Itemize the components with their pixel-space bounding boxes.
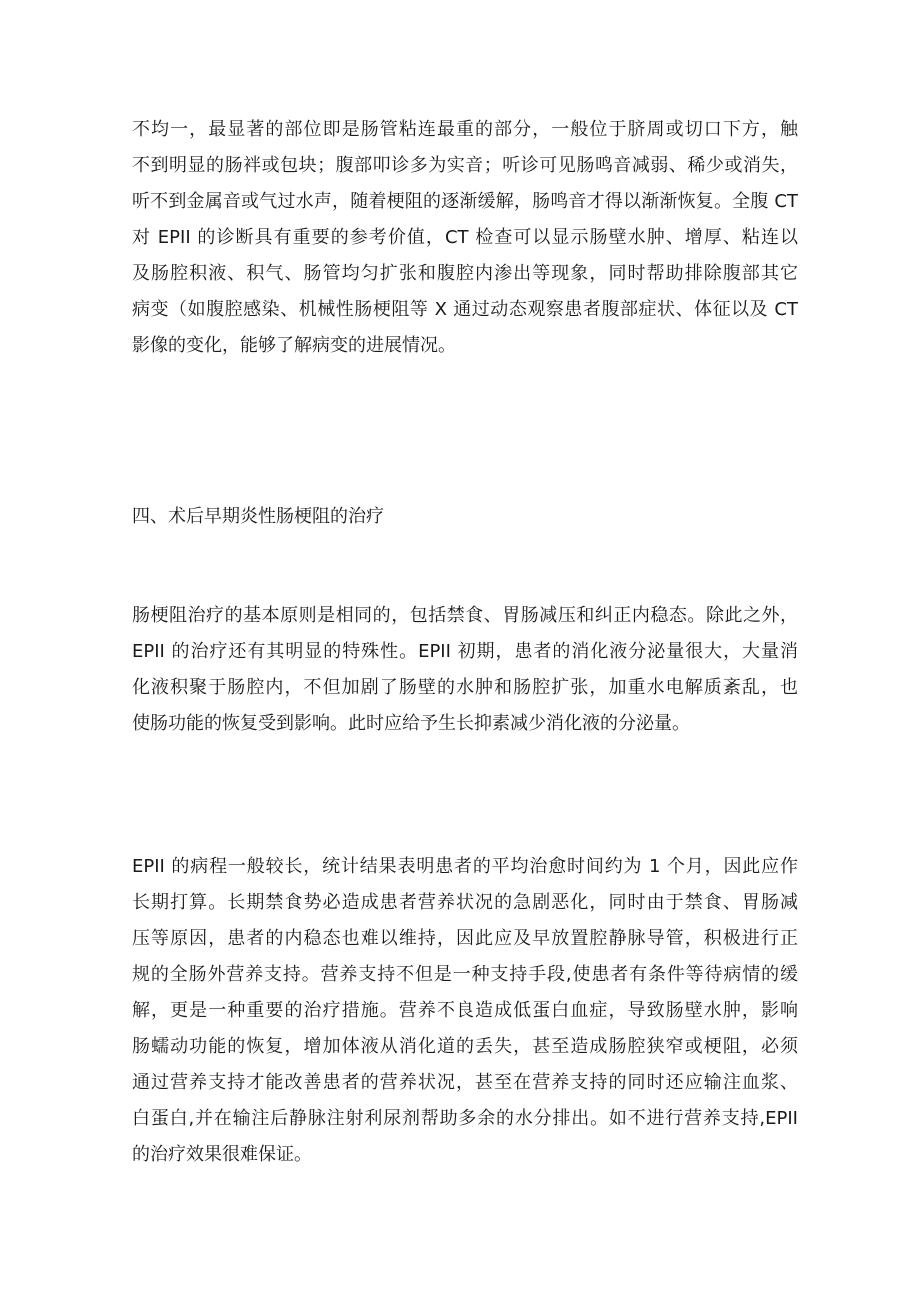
text-line: 肠梗阻治疗的基本原则是相同的，包括禁食、胃肠减压和纠正内稳态。除此之外， bbox=[132, 605, 798, 626]
text-line: 及肠腔积液、积气、肠管均匀扩张和腹腔内渗出等现象，同时帮助排除腹部其它 bbox=[132, 263, 798, 284]
text-line: 解，更是一种重要的治疗措施。营养不良造成低蛋白血症，导致肠壁水肿，影响 bbox=[132, 1000, 798, 1021]
section-heading-text: 四、术后早期炎性肠梗阻的治疗 bbox=[132, 506, 384, 527]
text-line: 规的全肠外营养支持。营养支持不但是一种支持手段,使患者有条件等待病情的缓 bbox=[132, 964, 798, 985]
paragraph-clinical-signs bbox=[132, 112, 798, 364]
text-line: 使肠功能的恢复受到影响。此时应给予生长抑素减少消化液的分泌量。 bbox=[132, 713, 690, 734]
text-line: 的治疗效果很难保证。 bbox=[132, 1144, 312, 1165]
paragraph-nutrition-support bbox=[132, 849, 798, 1173]
paragraph-treatment-principles bbox=[132, 598, 798, 742]
text-line: 白蛋白,并在输注后静脉注射利尿剂帮助多余的水分排出。如不进行营养支持,EPII bbox=[132, 1108, 798, 1129]
text-line: 通过营养支持才能改善患者的营养状况，甚至在营养支持的同时还应输注血浆、 bbox=[132, 1072, 798, 1093]
text-line: 对 EPII 的诊断具有重要的参考价值，CT 检查可以显示肠壁水肿、增厚、粘连以 bbox=[132, 227, 798, 248]
text-line: 肠蠕动功能的恢复，增加体液从消化道的丢失，甚至造成肠腔狭窄或梗阻，必须 bbox=[132, 1036, 798, 1057]
text-line: 长期打算。长期禁食势必造成患者营养状况的急剧恶化，同时由于禁食、胃肠减 bbox=[132, 892, 798, 913]
text-line: 影像的变化，能够了解病变的进展情况。 bbox=[132, 335, 456, 356]
text-line: 化液积聚于肠腔内，不但加剧了肠壁的水肿和肠腔扩张，加重水电解质紊乱，也 bbox=[132, 677, 798, 698]
section-heading bbox=[132, 499, 798, 535]
text-line: EPII 的病程一般较长，统计结果表明患者的平均治愈时间约为 1 个月，因此应作 bbox=[132, 856, 798, 877]
text-line: 压等原因，患者的内稳态也难以维持，因此应及早放置腔静脉导管，积极进行正 bbox=[132, 928, 798, 949]
text-line: 病变（如腹腔感染、机械性肠梗阻等 X 通过动态观察患者腹部症状、体征以及 CT bbox=[132, 299, 798, 320]
text-line: 不到明显的肠袢或包块；腹部叩诊多为实音；听诊可见肠鸣音减弱、稀少或消失， bbox=[132, 155, 798, 176]
text-line: EPII 的治疗还有其明显的特殊性。EPII 初期，患者的消化液分泌量很大，大量消 bbox=[132, 641, 798, 662]
text-line: 听不到金属音或气过水声，随着梗阻的逐渐缓解，肠鸣音才得以渐渐恢复。全腹 CT bbox=[132, 191, 798, 212]
text-line: 不均一，最显著的部位即是肠管粘连最重的部分，一般位于脐周或切口下方，触 bbox=[132, 119, 798, 140]
